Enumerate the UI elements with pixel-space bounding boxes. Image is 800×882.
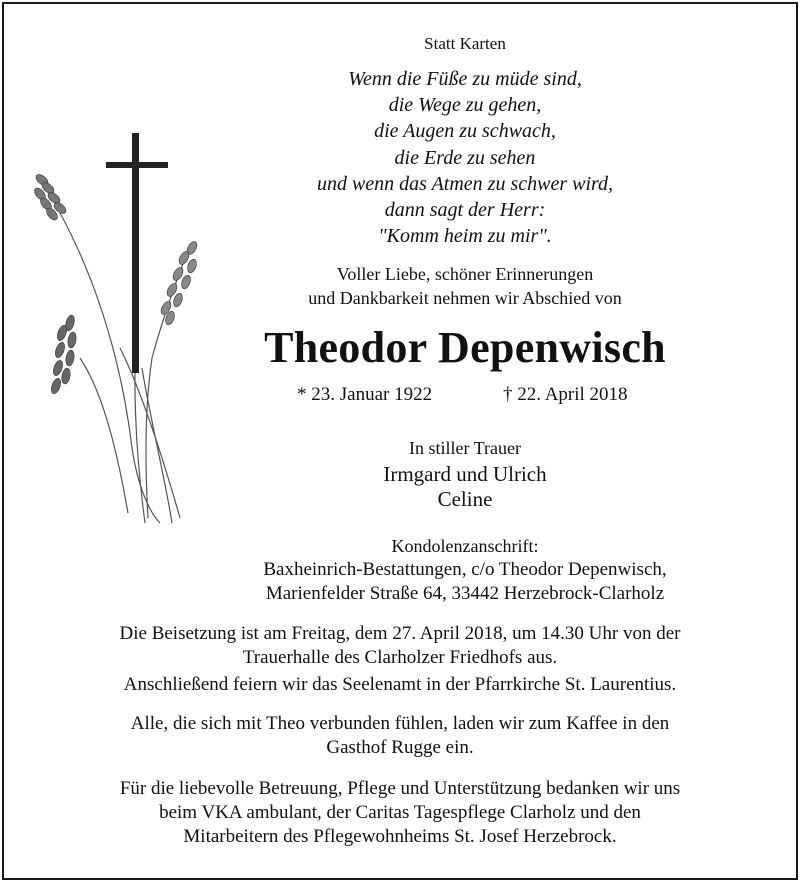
- family-line: Celine: [437, 487, 493, 511]
- funeral-line: Trauerhalle des Clarholzer Friedhofs aus.: [242, 647, 558, 668]
- poem-line: dann sagt der Herr:: [384, 199, 546, 222]
- family-line: Irmgard und Ulrich: [383, 462, 547, 486]
- poem-line: die Augen zu schwach,: [374, 120, 556, 143]
- funeral-notice: [0, 622, 800, 670]
- thanks-line: beim VKA ambulant, der Caritas Tagespflege Clarholz und den: [159, 802, 641, 823]
- header-text: Statt Karten: [424, 34, 506, 53]
- intro-line: und Dankbarkeit nehmen wir Abschied von: [308, 288, 622, 308]
- address-line: Baxheinrich-Bestattungen, c/o Theodor Depenwisch,: [263, 559, 667, 580]
- death-date: † 22. April 2018: [503, 384, 628, 405]
- intro-line: Voller Liebe, schöner Erinnerungen: [336, 264, 594, 284]
- poem: [150, 66, 780, 249]
- coffee-line: Alle, die sich mit Theo verbunden fühlen, laden wir zum Kaffee in den: [130, 713, 670, 734]
- coffee-line: Gasthof Rugge ein.: [326, 737, 474, 758]
- poem-line: die Erde zu sehen: [394, 146, 536, 169]
- thanks-notice: [0, 777, 800, 849]
- condolence-address: [150, 558, 780, 606]
- poem-line: und wenn das Atmen zu schwer wird,: [316, 172, 614, 195]
- requiem-notice: Anschließend feiern wir das Seelenamt in der Pfarrkirche St. Laurentius.: [123, 674, 677, 695]
- poem-line: die Wege zu gehen,: [388, 94, 542, 117]
- intro-text: [150, 262, 780, 310]
- poem-line: Wenn die Füße zu müde sind,: [348, 68, 582, 90]
- deceased-name: Theodor Depenwisch: [264, 323, 666, 372]
- family-names: [150, 462, 780, 512]
- thanks-line: Mitarbeitern des Pflegewohnheims St. Josef Herzebrock.: [183, 826, 617, 847]
- coffee-invitation: [0, 712, 800, 760]
- mourning-label: In stiller Trauer: [409, 438, 521, 458]
- poem-line: "Komm heim zu mir".: [378, 225, 552, 248]
- funeral-line: Die Beisetzung ist am Freitag, dem 27. April 2018, um 14.30 Uhr von der: [119, 623, 681, 644]
- birth-date: * 23. Januar 1922: [297, 384, 433, 405]
- address-line: Marienfelder Straße 64, 33442 Herzebrock-Clarholz: [265, 583, 665, 604]
- address-title: Kondolenzanschrift:: [391, 536, 539, 556]
- thanks-line: Für die liebevolle Betreuung, Pflege und Unterstützung bedanken wir uns: [119, 778, 681, 799]
